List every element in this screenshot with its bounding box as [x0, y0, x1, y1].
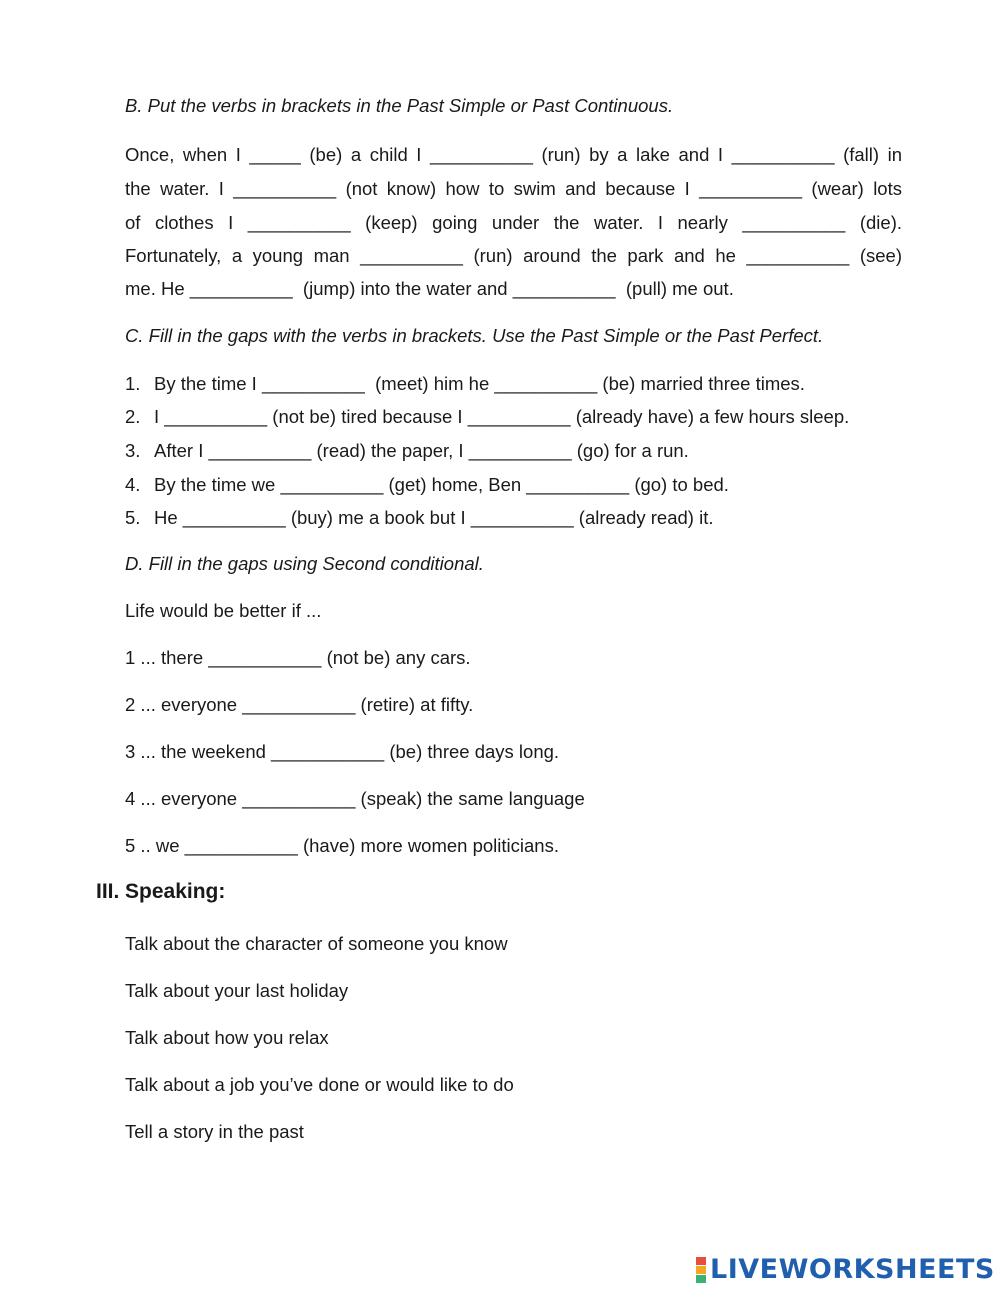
logo-blocks-icon	[696, 1257, 706, 1283]
logo-block	[696, 1257, 706, 1265]
logo-text: LIVEWORKSHEETS	[710, 1254, 995, 1285]
item-number: 2.	[125, 406, 141, 427]
speaking-item: Tell a story in the past	[125, 1121, 304, 1142]
item-number: 1.	[125, 373, 141, 394]
item-text: I __________ (not be) tired because I __________ (already have) a few hours sleep.	[154, 406, 850, 427]
speaking-item: Talk about the character of someone you know	[125, 933, 508, 954]
item-text: By the time I __________ (meet) him he __________ (be) married three times.	[154, 373, 805, 394]
item-text: By the time we __________ (get) home, Ben __________ (go) to bed.	[154, 474, 729, 495]
section-b-line: the water. I __________ (not know) how to swim and because I __________ (wear) lots	[125, 178, 902, 199]
section-d-item: 1 ... there ___________ (not be) any cars.	[125, 647, 471, 668]
section-d-item: 5 .. we ___________ (have) more women politicians.	[125, 835, 559, 856]
section-b-title: B. Put the verbs in brackets in the Past Simple or Past Continuous.	[125, 95, 674, 116]
section-c-item	[125, 507, 714, 529]
item-number: 5.	[125, 507, 141, 528]
section-d-item: 4 ... everyone ___________ (speak) the same language	[125, 788, 585, 809]
liveworksheets-logo	[696, 1256, 995, 1284]
section-c-item	[125, 406, 849, 428]
section-d-item: 3 ... the weekend ___________ (be) three days long.	[125, 741, 560, 762]
section-d-title: D. Fill in the gaps using Second conditional.	[125, 553, 484, 574]
speaking-item: Talk about how you relax	[125, 1027, 329, 1048]
section-b-line: Once, when I _____ (be) a child I __________ (run) by a lake and I __________ (fall) in	[125, 144, 902, 165]
item-number: 3.	[125, 440, 141, 461]
section-b-line: of clothes I __________ (keep) going under the water. I nearly __________ (die).	[125, 212, 902, 233]
speaking-title: Speaking:	[125, 880, 226, 903]
item-text: After I __________ (read) the paper, I __________ (go) for a run.	[154, 440, 689, 461]
section-b-line: me. He __________ (jump) into the water and __________ (pull) me out.	[125, 278, 734, 299]
speaking-item: Talk about your last holiday	[125, 980, 349, 1001]
speaking-item: Talk about a job you’ve done or would like to do	[125, 1074, 514, 1095]
item-number: 4.	[125, 474, 141, 495]
speaking-numeral: III.	[96, 880, 120, 903]
section-d-item: 2 ... everyone ___________ (retire) at fifty.	[125, 694, 474, 715]
section-b-line: Fortunately, a young man __________ (run) around the park and he __________ (see)	[125, 245, 902, 266]
logo-block	[696, 1266, 706, 1274]
section-c-title: C. Fill in the gaps with the verbs in brackets. Use the Past Simple or the Past Perfect.	[125, 325, 824, 346]
section-c-item	[125, 440, 689, 462]
section-d-intro: Life would be better if ...	[125, 600, 322, 621]
section-c-item	[125, 474, 729, 496]
section-c-item	[125, 373, 805, 395]
logo-block	[696, 1275, 706, 1283]
item-text: He __________ (buy) me a book but I __________ (already read) it.	[154, 507, 714, 528]
